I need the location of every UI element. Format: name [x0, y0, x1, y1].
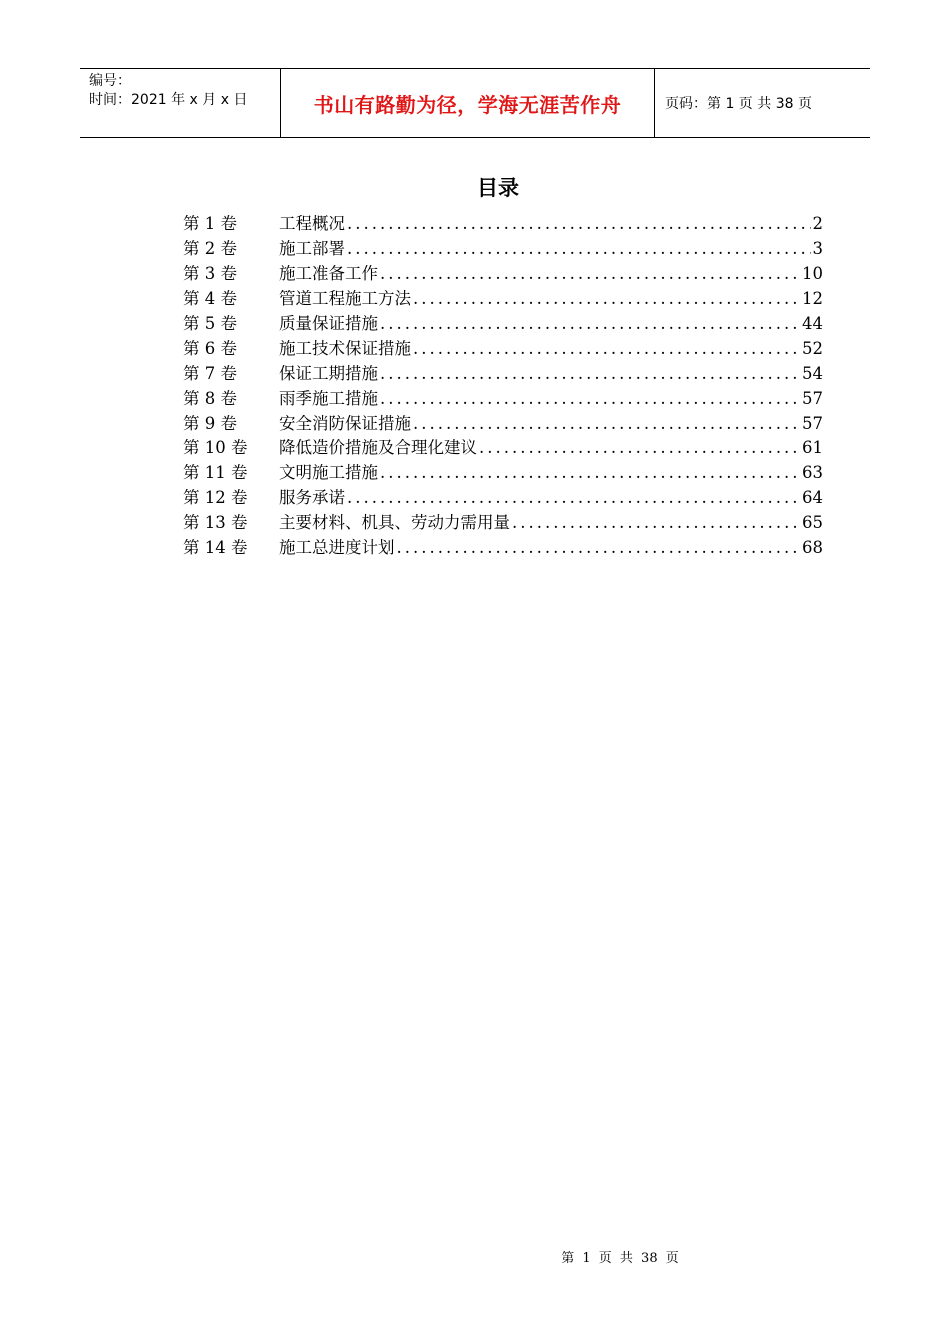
- toc-page-number: 3: [812, 239, 823, 259]
- toc-dot-leader: [380, 364, 800, 383]
- toc-entry-title: 质量保证措施: [279, 314, 378, 333]
- toc-volume-label: 第 10 卷: [183, 438, 248, 458]
- toc-entry-body: [279, 310, 823, 334]
- toc-entry[interactable]: [183, 409, 823, 434]
- toc-page-number: 52: [802, 338, 823, 358]
- toc-dot-leader: [380, 264, 800, 283]
- toc-dot-leader: [397, 538, 801, 557]
- toc-page-number: 63: [802, 463, 823, 483]
- toc-dot-leader: [413, 289, 800, 308]
- toc-entry-title: 雨季施工措施: [279, 388, 378, 408]
- toc-volume-label: 第 3 卷: [183, 264, 237, 284]
- toc-page-number: 10: [802, 264, 823, 284]
- toc-entry-body: [279, 509, 823, 533]
- toc-dot-leader: [512, 513, 800, 532]
- toc-volume-label: 第 4 卷: [183, 289, 237, 309]
- toc-volume-label: 第 12 卷: [183, 488, 248, 508]
- toc-entry-body: [279, 410, 823, 434]
- toc-entry[interactable]: [183, 434, 823, 459]
- toc-page-number: 57: [802, 388, 823, 408]
- toc-entry[interactable]: [183, 260, 823, 285]
- toc-entry[interactable]: [183, 384, 823, 409]
- toc-entry-body: [279, 285, 823, 309]
- toc-volume-label: 第 13 卷: [183, 513, 248, 533]
- document-header: [80, 68, 870, 138]
- toc-entry[interactable]: [183, 334, 823, 359]
- table-of-contents: [183, 210, 823, 558]
- toc-entry-body: [279, 459, 823, 483]
- toc-page-number: 65: [802, 513, 823, 533]
- toc-entry[interactable]: [183, 235, 823, 260]
- toc-entry[interactable]: [183, 484, 823, 509]
- toc-dot-leader: [479, 438, 800, 457]
- toc-entry-body: [279, 434, 823, 458]
- toc-entry-body: [279, 335, 823, 359]
- toc-entry-title: 服务承诺: [279, 488, 345, 508]
- toc-volume-label: 第 8 卷: [183, 388, 237, 408]
- toc-volume-label: 第 7 卷: [183, 363, 237, 383]
- toc-entry[interactable]: [183, 359, 823, 384]
- toc-volume-label: 第 14 卷: [183, 538, 248, 558]
- header-page-info: 页码：第 1 页 共 38 页: [665, 96, 812, 112]
- toc-page-number: 61: [802, 438, 823, 458]
- header-motto: 书山有路勤为径，学海无涯苦作舟: [281, 69, 655, 137]
- toc-entry-title: 施工技术保证措施: [279, 338, 411, 358]
- toc-volume-label: 第 11 卷: [183, 463, 248, 483]
- toc-volume-label: 第 1 卷: [183, 214, 237, 234]
- toc-page-number: 44: [802, 314, 823, 333]
- toc-entry-body: [279, 534, 823, 558]
- toc-entry-body: [279, 484, 823, 508]
- toc-volume-label: 第 9 卷: [183, 413, 237, 433]
- toc-entry-body: [279, 235, 823, 259]
- toc-dot-leader: [413, 339, 800, 358]
- toc-volume-label: 第 5 卷: [183, 314, 237, 333]
- toc-entry-title: 管道工程施工方法: [279, 289, 411, 309]
- toc-entry-body: [279, 360, 823, 384]
- page-footer: 第 1 页 共 38 页: [561, 1251, 679, 1266]
- toc-entry-title: 施工部署: [279, 239, 345, 259]
- toc-entry-body: [279, 385, 823, 409]
- toc-entry-title: 保证工期措施: [279, 363, 378, 383]
- toc-entry-title: 文明施工措施: [279, 463, 378, 483]
- toc-page-number: 2: [812, 214, 823, 234]
- toc-page-number: 64: [802, 488, 823, 508]
- toc-volume-label: 第 2 卷: [183, 239, 237, 259]
- toc-entry[interactable]: [183, 459, 823, 484]
- toc-entry-title: 主要材料、机具、劳动力需用量: [279, 513, 510, 533]
- toc-dot-leader: [347, 239, 811, 258]
- toc-entry[interactable]: [183, 534, 823, 559]
- toc-entry[interactable]: [183, 509, 823, 534]
- toc-dot-leader: [380, 314, 800, 333]
- toc-volume-label: 第 6 卷: [183, 338, 237, 358]
- toc-title: 目录: [477, 176, 519, 200]
- toc-dot-leader: [347, 488, 800, 507]
- toc-dot-leader: [380, 389, 800, 408]
- toc-entry-title: 施工准备工作: [279, 264, 378, 284]
- toc-page-number: 68: [802, 538, 823, 558]
- toc-entry[interactable]: [183, 285, 823, 310]
- toc-entry-title: 施工总进度计划: [279, 538, 395, 558]
- toc-entry[interactable]: [183, 310, 823, 335]
- document-date-label: 时间：2021 年 x 月 x 日: [89, 92, 248, 108]
- toc-dot-leader: [347, 214, 811, 233]
- toc-dot-leader: [380, 463, 800, 482]
- toc-page-number: 12: [802, 289, 823, 309]
- toc-dot-leader: [413, 414, 800, 433]
- toc-entry-title: 工程概况: [279, 214, 345, 234]
- toc-entry-title: 降低造价措施及合理化建议: [279, 438, 477, 458]
- toc-page-number: 54: [802, 363, 823, 383]
- toc-entry[interactable]: [183, 210, 823, 235]
- toc-entry-body: [279, 260, 823, 284]
- header-meta-cell: [80, 69, 281, 137]
- toc-entry-title: 安全消防保证措施: [279, 413, 411, 433]
- toc-page-number: 57: [802, 413, 823, 433]
- document-number-label: 编号：: [89, 73, 131, 89]
- toc-entry-body: [279, 210, 823, 234]
